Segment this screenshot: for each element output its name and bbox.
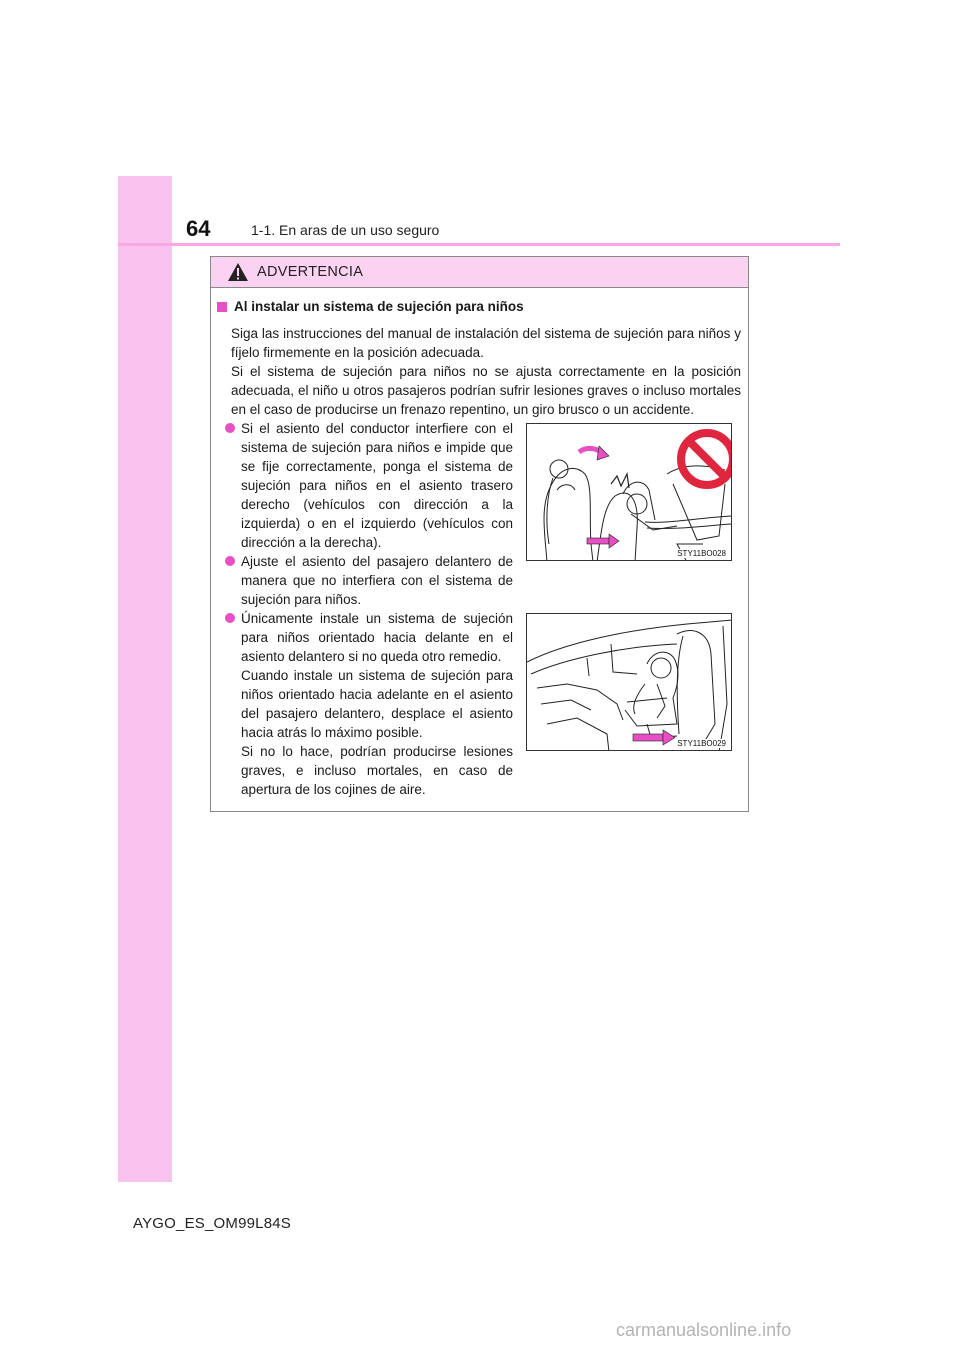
bullet-1-text: Si el asiento del conductor interfiere con el sistema de sujeción para niños e impide que se fije correctamente, ponga el sistema de sujeción para niños en el asiento trasero derecho (vehículos con dirección a la izquierda) o en el izquierdo (vehículos con dirección a la derecha). (241, 421, 513, 550)
paragraph-instructions (231, 324, 741, 419)
document-code: AYGO_ES_OM99L84S (133, 1215, 292, 1232)
paragraph2-text: Si el sistema de sujeción para niños no se ajusta correctamente en la posición adecuada, el niño u otros pasajeros podrían sufrir lesiones graves o incluso mortales en el caso de producirse un frenazo repentino, un giro brusco o un accidente. (231, 364, 741, 417)
forward-seat-illustration (527, 614, 732, 751)
header-divider (118, 243, 840, 246)
bullet-item-1 (225, 419, 513, 552)
bullet-3-text-a: Únicamente instale un sistema de sujeción para niños orientado hacia delante en el asiento delantero si no queda otro remedio. (241, 611, 513, 664)
warning-triangle-icon (227, 262, 249, 282)
bullet-dot-icon (225, 613, 235, 623)
square-bullet-icon (217, 302, 227, 312)
bullet-item-3 (225, 609, 513, 799)
bullet-dot-icon (225, 556, 235, 566)
page-number: 64 (186, 216, 211, 241)
warning-box (210, 256, 749, 812)
side-tab-band (118, 176, 172, 1182)
bullet-item-2 (225, 552, 513, 609)
heading-text: Al instalar un sistema de sujeción para niños (234, 299, 524, 314)
seat-interference-illustration (527, 424, 732, 561)
figure-seat-interference (526, 423, 732, 561)
bullet-dot-icon (225, 423, 235, 433)
section-heading (217, 299, 524, 314)
warning-header (211, 257, 748, 288)
figure1-code: STY11BO028 (677, 549, 726, 558)
bullet-2-text: Ajuste el asiento del pasajero delantero de manera que no interfiera con el sistema de sujeción para niños. (241, 554, 513, 607)
figure2-code: STY11BO029 (677, 739, 726, 748)
warning-title: ADVERTENCIA (257, 264, 364, 280)
watermark: carmanualsonline.info (616, 1320, 792, 1340)
figure-forward-facing-seat (526, 613, 732, 751)
paragraph1-text: Siga las instrucciones del manual de instalación del sistema de sujeción para niños y fíjelo firmemente en la posición adecuada. (231, 326, 741, 360)
bullet-3-text-b: Cuando instale un sistema de sujeción para niños orientado hacia adelante en el asiento del pasajero delantero, desplace el asiento hacia atrás lo máximo posible. (241, 668, 513, 740)
section-title: 1-1. En aras de un uso seguro (251, 222, 440, 238)
bullet-3-text-c: Si no lo hace, podrían producirse lesiones graves, e incluso mortales, en caso de apertura de los cojines de aire. (241, 744, 513, 797)
